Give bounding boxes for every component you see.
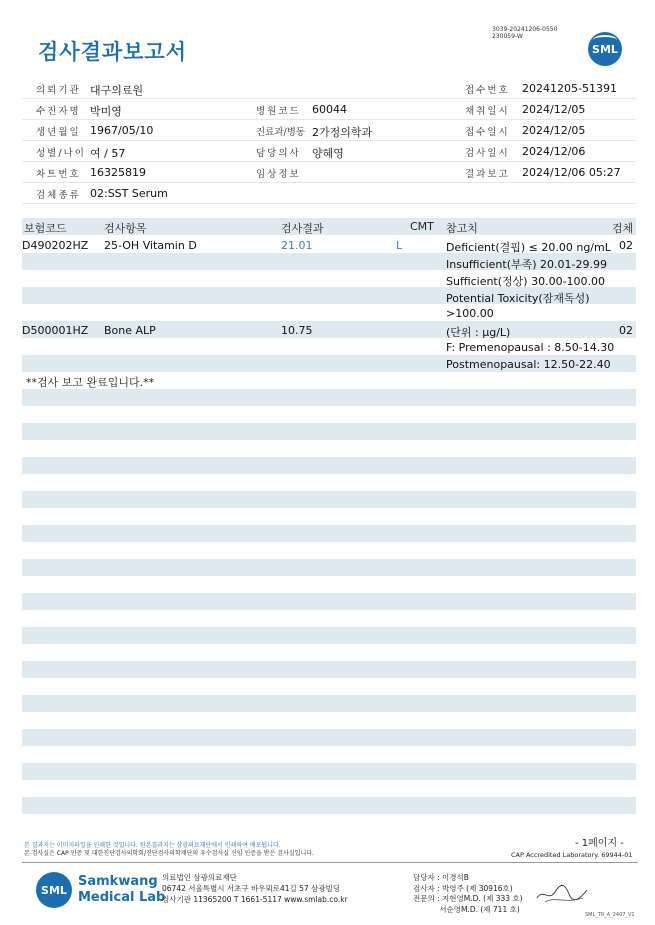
chart-label: 차트번호: [36, 169, 81, 180]
header-item: 검사항목: [104, 222, 147, 235]
patient-label: 수진자명: [36, 106, 81, 117]
staff-line: 담당자 : 이경석B: [413, 873, 469, 882]
row-result: 21.01: [281, 239, 313, 252]
info-row: [22, 99, 636, 120]
report-complete-text: **검사 보고 완료입니다.**: [26, 376, 155, 389]
document-id: 3039-20241206-0550 230059-W: [492, 26, 558, 40]
hospital-code-label: 병원코드: [256, 106, 301, 117]
staff-line: 전문의 : 지현영M.D. (제 333 호): [413, 894, 523, 903]
doctor-value: 양혜영: [312, 147, 344, 160]
row-item: Bone ALP: [104, 324, 156, 337]
receipt-no-value: 20241205-51391: [522, 82, 617, 95]
header-specimen: 검체: [612, 222, 634, 235]
footer-note-2: 본 검사실은 CAP 인증 및 대한진단검사의학회/진단검사의학재단의 우수검사실 신임 인증을 받은 검사실입니다.: [24, 850, 314, 857]
info-row: [22, 162, 636, 183]
sml-footer-logo: SML: [36, 872, 72, 908]
birth-label: 생년월일: [36, 127, 81, 138]
row-cmt: L: [396, 239, 403, 252]
address-line: 06742 서울특별시 서초구 바우뫼로41길 57 삼광빌딩: [162, 884, 341, 893]
receipt-date-label: 접수일시: [465, 127, 510, 138]
chart-no-value: 16325819: [90, 166, 146, 179]
receipt-no-label: 접수번호: [465, 85, 510, 96]
info-row: [22, 78, 636, 99]
specimen-value: 02:SST Serum: [90, 187, 168, 200]
collect-date-value: 2024/12/05: [522, 103, 586, 116]
staff-line: 서순영M.D. (제 711 호): [413, 904, 520, 914]
hospital-code-value: 60044: [312, 103, 347, 116]
row-ref-line: >100.00: [446, 307, 494, 320]
row-ref-line: Sufficient(정상) 30.00-100.00: [446, 275, 606, 288]
form-id: SML_TR_A_2407_V1: [585, 912, 635, 918]
footer-divider: [22, 862, 638, 863]
footer-note-1: 본 결과지는 이미지파일을 인쇄한 것입니다. 원본결과지는 삼광의료재단에서 인쇄하여 배포됩니다.: [24, 842, 281, 849]
row-ref-line: Potential Toxicity(잠재독성): [446, 292, 590, 305]
patient-value: 박미영: [90, 105, 122, 118]
specimen-label: 검체종류: [36, 190, 81, 201]
dept-label: 진료과/병동: [256, 127, 306, 138]
sml-logo: SML: [588, 32, 622, 66]
clinical-label: 임상정보: [256, 169, 301, 180]
doctor-label: 담당의사: [256, 148, 301, 159]
dept-value: 2가정의학과: [312, 126, 373, 139]
info-row: [22, 120, 636, 141]
header-ref: 참고치: [446, 222, 478, 235]
row-specimen: 02: [619, 239, 633, 252]
patient-info: [22, 78, 636, 204]
report-title: 검사결과보고서: [38, 40, 188, 64]
report-label: 결과보고: [465, 169, 510, 180]
collect-date-label: 채취일시: [465, 106, 510, 117]
test-date-label: 검사일시: [465, 148, 510, 159]
header-result: 검사결과: [281, 222, 324, 235]
row-ref-line: Deficient(결핍) ≤ 20.00 ng/mL: [446, 241, 611, 254]
staff-info: [413, 873, 523, 915]
row-code: D490202HZ: [22, 239, 89, 252]
address-line: 의료법인 삼광의료재단: [162, 873, 237, 882]
row-specimen: 02: [619, 324, 633, 337]
results-table-header: [22, 218, 636, 235]
footer-notes: [24, 842, 314, 858]
row-ref-line: F: Premenopausal : 8.50-14.30: [446, 341, 615, 354]
row-ref-line: Postmenopausal: 12.50-22.40: [446, 358, 611, 371]
test-date-value: 2024/12/06: [522, 145, 586, 158]
info-row: [22, 183, 636, 204]
receipt-date-value: 2024/12/05: [522, 124, 586, 137]
row-code: D500001HZ: [22, 324, 89, 337]
row-ref-line: Insufficient(부족) 20.01-29.99: [446, 258, 607, 271]
signature-icon: [535, 880, 590, 910]
birth-value: 1967/05/10: [90, 124, 154, 137]
report-date-value: 2024/12/06 05:27: [522, 166, 621, 179]
cap-accreditation: CAP Accredited Laboratory. 69944-01: [511, 851, 633, 859]
hospital-value: 대구의료원: [90, 84, 144, 97]
company-name: Samkwang Medical Lab: [78, 874, 166, 905]
header-code: 보험코드: [24, 222, 67, 235]
company-address: [162, 872, 348, 905]
page-number: - 1페이지 -: [575, 838, 624, 849]
row-item: 25-OH Vitamin D: [104, 239, 197, 252]
staff-line: 검사자 : 박영주 (제 30916호): [413, 883, 513, 893]
sex-age-value: 여 / 57: [90, 147, 126, 160]
row-ref-line: (단위 : μg/L): [446, 326, 511, 339]
hospital-label: 의뢰기관: [36, 85, 81, 96]
row-result: 10.75: [281, 324, 313, 337]
address-line: 검사기관 11365200 T 1661-5117 www.smlab.co.kr: [162, 895, 348, 904]
info-row: [22, 141, 636, 162]
sex-age-label: 성별/나이: [36, 148, 86, 159]
header-cmt: CMT: [410, 220, 434, 233]
